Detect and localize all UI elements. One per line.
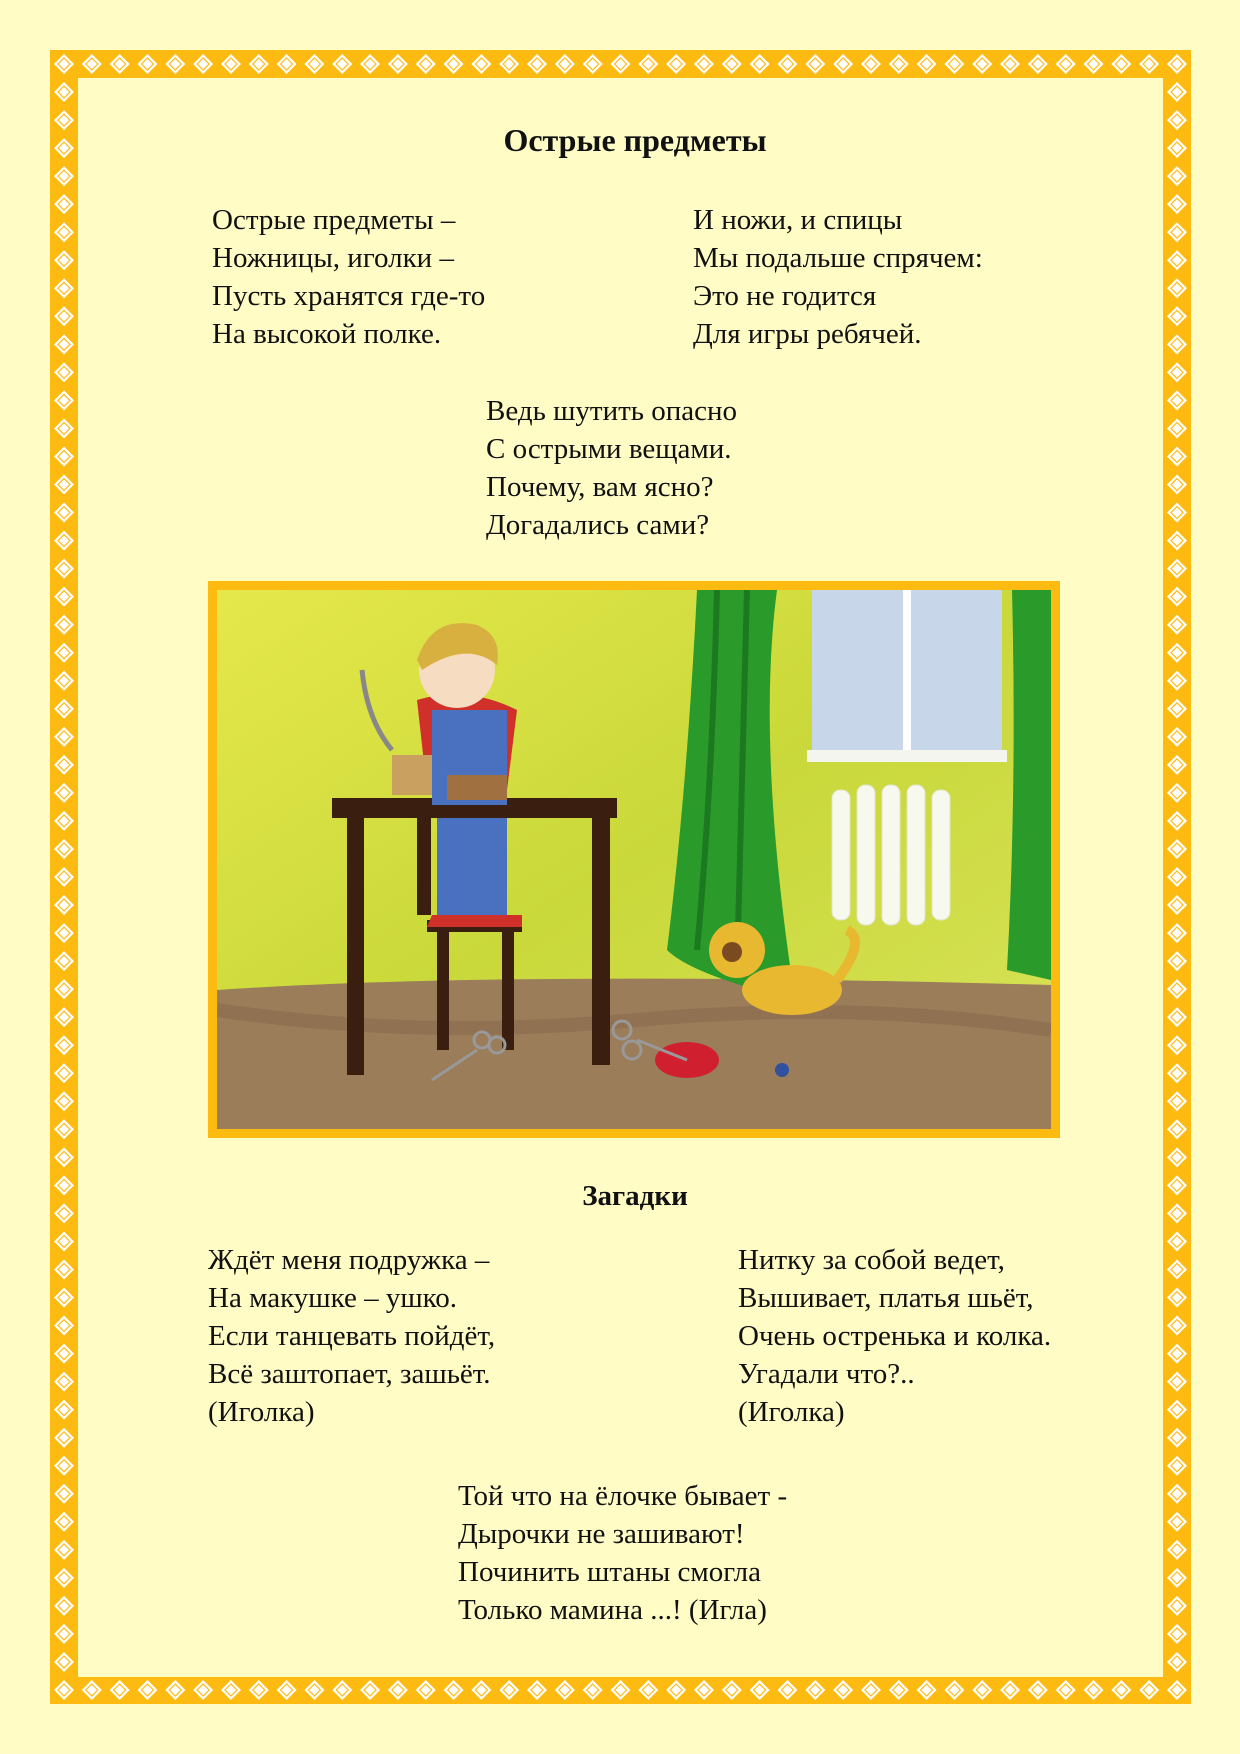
- poem-line: Мы подальше спрячем:: [693, 242, 983, 274]
- poem-stanza-2: [693, 201, 983, 353]
- riddle-line: Ждёт меня подружка –: [208, 1244, 490, 1276]
- riddle-line: Починить штаны смогла: [458, 1556, 761, 1588]
- riddle-line: Дырочки не зашивают!: [458, 1518, 745, 1550]
- poem-line: Почему, вам ясно?: [486, 471, 714, 503]
- riddle-line: Если танцевать пойдёт,: [208, 1320, 496, 1352]
- poem-line: Догадались сами?: [486, 509, 710, 541]
- poem-line: Острые предметы –: [212, 204, 456, 236]
- riddle-line: Очень остренька и колка.: [738, 1320, 1052, 1352]
- poem-line: На высокой полке.: [212, 318, 442, 350]
- poem-stanza-3: [486, 392, 737, 544]
- poem-line: Это не годится: [693, 280, 877, 312]
- poem-line: С острыми вещами.: [486, 433, 732, 465]
- riddles-title: Загадки: [582, 1180, 688, 1212]
- poem-line: Для игры ребячей.: [693, 318, 922, 350]
- riddle-line: Нитку за собой ведет,: [738, 1244, 1005, 1276]
- riddle-line: Угадали что?..: [738, 1358, 915, 1390]
- riddle-line: Той что на ёлочке бывает -: [458, 1480, 788, 1512]
- poem-line: Ведь шутить опасно: [486, 395, 738, 427]
- riddle-line: Вышивает, платья шьёт,: [738, 1282, 1034, 1314]
- riddle-line: На макушке – ушко.: [208, 1282, 458, 1314]
- poem-title: Острые предметы: [503, 122, 767, 158]
- riddle-2: [738, 1241, 1051, 1431]
- riddle-3: [458, 1477, 787, 1629]
- riddle-line: Только мамина ...! (Игла): [458, 1594, 767, 1626]
- riddle-1: [208, 1241, 495, 1431]
- poem-stanza-1: [212, 201, 485, 353]
- poem-line: Пусть хранятся где-то: [212, 280, 486, 312]
- illustration-boy-with-knife: [208, 581, 1060, 1138]
- poem-line: И ножи, и спицы: [693, 204, 903, 236]
- riddle-answer: (Иголка): [208, 1396, 315, 1428]
- poem-line: Ножницы, иголки –: [212, 242, 454, 274]
- riddle-line: Всё заштопает, зашьёт.: [208, 1358, 491, 1390]
- riddle-answer: (Иголка): [738, 1396, 845, 1428]
